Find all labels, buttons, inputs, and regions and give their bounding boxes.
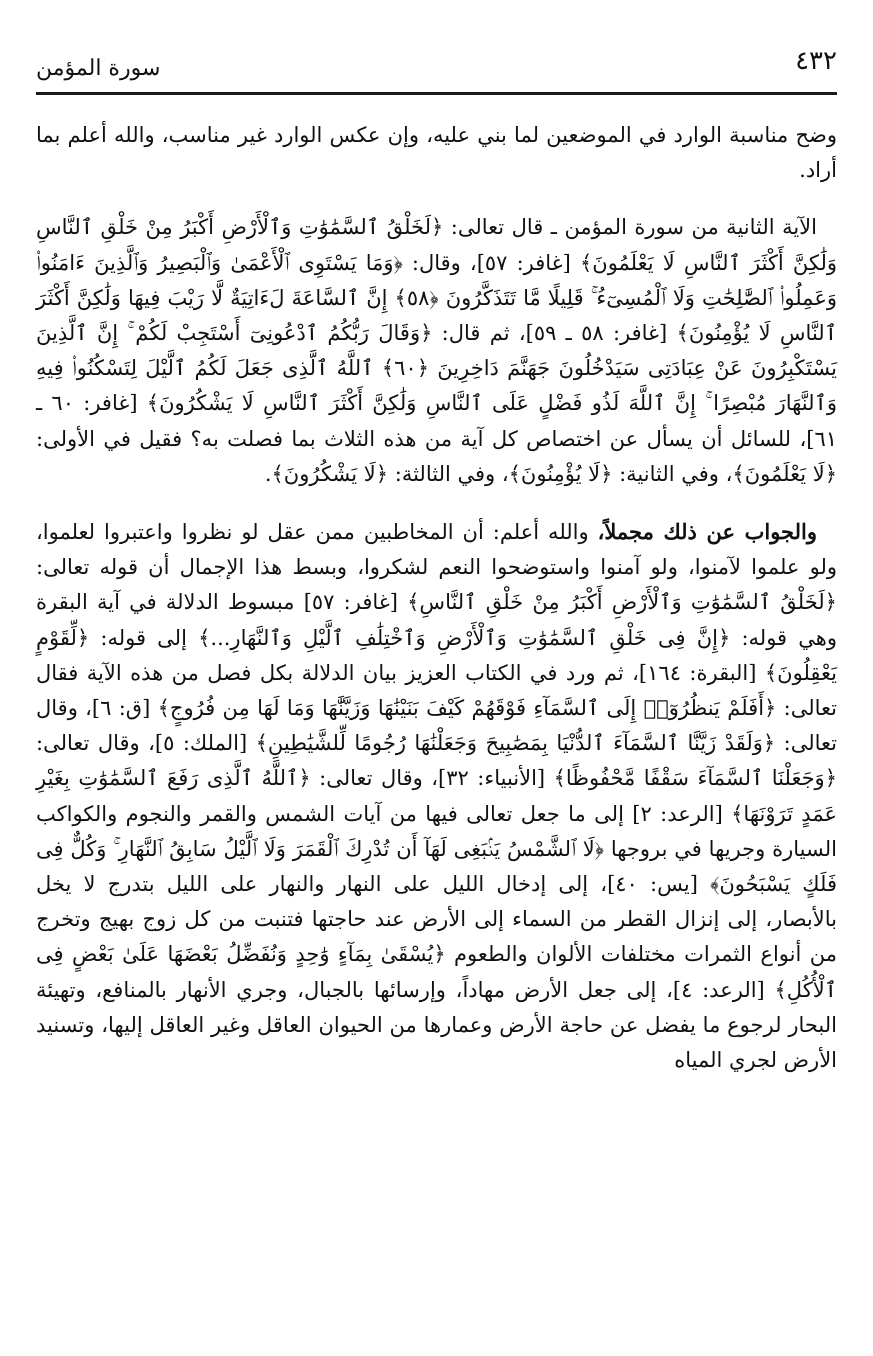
page-number: ٤٣٢ (795, 46, 837, 76)
paragraph-2 (36, 210, 837, 492)
page-header (36, 42, 837, 95)
running-title: سورة المؤمن (36, 56, 161, 81)
paragraph-3-lead: والجواب عن ذلك مجملاً، (597, 519, 817, 545)
paragraph-1 (36, 118, 837, 188)
paragraph-1-text: وضح مناسبة الوارد في الموضعين لما بني عليه، وإن عكس الوارد غير مناسب، والله أعلم بما أراد. (36, 123, 837, 183)
paragraph-3-text: والله أعلم: أن المخاطبين ممن عقل لو نظروا واعتبروا لعلموا، ولو علموا لآمنوا، ولو آمنوا واستوضحوا النعم لشكروا، وبسط هذا الإجمال أن قوله تعالى: ﴿لَخَلْقُ ٱلسَّمَٰوَٰتِ وَٱلْأَرْضِ أَكْبَرُ مِنْ خَلْقِ ٱلنَّاسِ﴾ [غافر: ٥٧] مبسوط الدلالة في آية البقرة وهي قوله: ﴿إِنَّ فِى خَلْقِ ٱلسَّمَٰوَٰتِ وَٱلْأَرْضِ وَٱخْتِلَٰفِ ٱلَّيْلِ وَٱلنَّهَارِ...﴾ إلى قوله: ﴿لِّقَوْمٍ يَعْقِلُونَ﴾ [البقرة: ١٦٤]، ثم ورد في الكتاب العزيز بيان الدلالة بكل فصل من هذه الآية فقال تعالى: ﴿أَفَلَمْ يَنظُرُوٓا۟ إِلَى ٱلسَّمَآءِ فَوْقَهُمْ كَيْفَ بَنَيْنَٰهَا وَزَيَّنَّٰهَا وَمَا لَهَا مِن فُرُوجٍ﴾ [ق: ٦]، وقال تعالى: ﴿وَلَقَدْ زَيَّنَّا ٱلسَّمَآءَ ٱلدُّنْيَا بِمَصَٰبِيحَ وَجَعَلْنَٰهَا رُجُومًا لِّلشَّيَٰطِينِ﴾ [الملك: ٥]، وقال تعالى: ﴿وَجَعَلْنَا ٱلسَّمَآءَ سَقْفًا مَّحْفُوظًا﴾ [الأنبياء: ٣٢]، وقال تعالى: ﴿ٱللَّهُ ٱلَّذِى رَفَعَ ٱلسَّمَٰوَٰتِ بِغَيْرِ عَمَدٍ تَرَوْنَهَا﴾ [الرعد: ٢] إلى ما جعل تعالى فيها من آيات الشمس والقمر والنجوم والكواكب السيارة وجريها في بروجها ﴿لَا ٱلشَّمْسُ يَنۢبَغِى لَهَآ أَن تُدْرِكَ ٱلْقَمَرَ وَلَا ٱلَّيْلُ سَابِقُ ٱلنَّهَارِ ۚ وَكُلٌّ فِى فَلَكٍ يَسْبَحُونَ﴾ [يس: ٤٠]، إلى إدخال الليل على النهار والنهار على الليل بتدرج لا يخل بالأبصار، إلى إنزال القطر من السماء إلى الأرض عند حاجتها فتنبت من كل زوج بهيج وتخرج من أنواع الثمرات مختلفات الألوان والطعوم ﴿يُسْقَىٰ بِمَآءٍ وَٰحِدٍ وَنُفَضِّلُ بَعْضَهَا عَلَىٰ بَعْضٍ فِى ٱلْأُكُلِ﴾ [الرعد: ٤]، إلى جعل الأرض مهاداً، وإرسائها بالجبال، وجري الأنهار بالمنافع، وتهيئة البحار لرجوع ما يفضل عن حاجة الأرض وعمارها من الحيوان العاقل وغير العاقل إليها، وتسنيد الأرض لجري المياه (36, 520, 838, 1073)
paragraph-2-text: الآية الثانية من سورة المؤمن ـ قال تعالى: ﴿لَخَلْقُ ٱلسَّمَٰوَٰتِ وَٱلْأَرْضِ أَكْبَرُ مِنْ خَلْقِ ٱلنَّاسِ وَلَٰكِنَّ أَكْثَرَ ٱلنَّاسِ لَا يَعْلَمُونَ﴾ [غافر: ٥٧]، وقال: ﴿وَمَا يَسْتَوِى ٱلْأَعْمَىٰ وَٱلْبَصِيرُ وَٱلَّذِينَ ءَامَنُوا۟ وَعَمِلُوا۟ ٱلصَّٰلِحَٰتِ وَلَا ٱلْمُسِىٓءُ ۚ قَلِيلًا مَّا تَتَذَكَّرُونَ ﴿٥٨﴾ إِنَّ ٱلسَّاعَةَ لَءَاتِيَةٌ لَّا رَيْبَ فِيهَا وَلَٰكِنَّ أَكْثَرَ ٱلنَّاسِ لَا يُؤْمِنُونَ﴾ [غافر: ٥٨ ـ ٥٩]، ثم قال: ﴿وَقَالَ رَبُّكُمُ ٱدْعُونِىٓ أَسْتَجِبْ لَكُمْ ۚ إِنَّ ٱلَّذِينَ يَسْتَكْبِرُونَ عَنْ عِبَادَتِى سَيَدْخُلُونَ جَهَنَّمَ دَاخِرِينَ ﴿٦٠﴾ ٱللَّهُ ٱلَّذِى جَعَلَ لَكُمُ ٱلَّيْلَ لِتَسْكُنُوا۟ فِيهِ وَٱلنَّهَارَ مُبْصِرًا ۚ إِنَّ ٱللَّهَ لَذُو فَضْلٍ عَلَى ٱلنَّاسِ وَلَٰكِنَّ أَكْثَرَ ٱلنَّاسِ لَا يَشْكُرُونَ﴾ [غافر: ٦٠ ـ ٦١]، للسائل أن يسأل عن اختصاص كل آية من هذه الثلاث بما فصلت به؟ فقيل في الأولى: ﴿لَا يَعْلَمُونَ﴾، وفي الثانية: ﴿لَا يُؤْمِنُونَ﴾، وفي الثالثة: ﴿لَا يَشْكُرُونَ﴾. (36, 215, 837, 486)
body-text (36, 118, 837, 1078)
paragraph-3 (36, 514, 837, 1078)
